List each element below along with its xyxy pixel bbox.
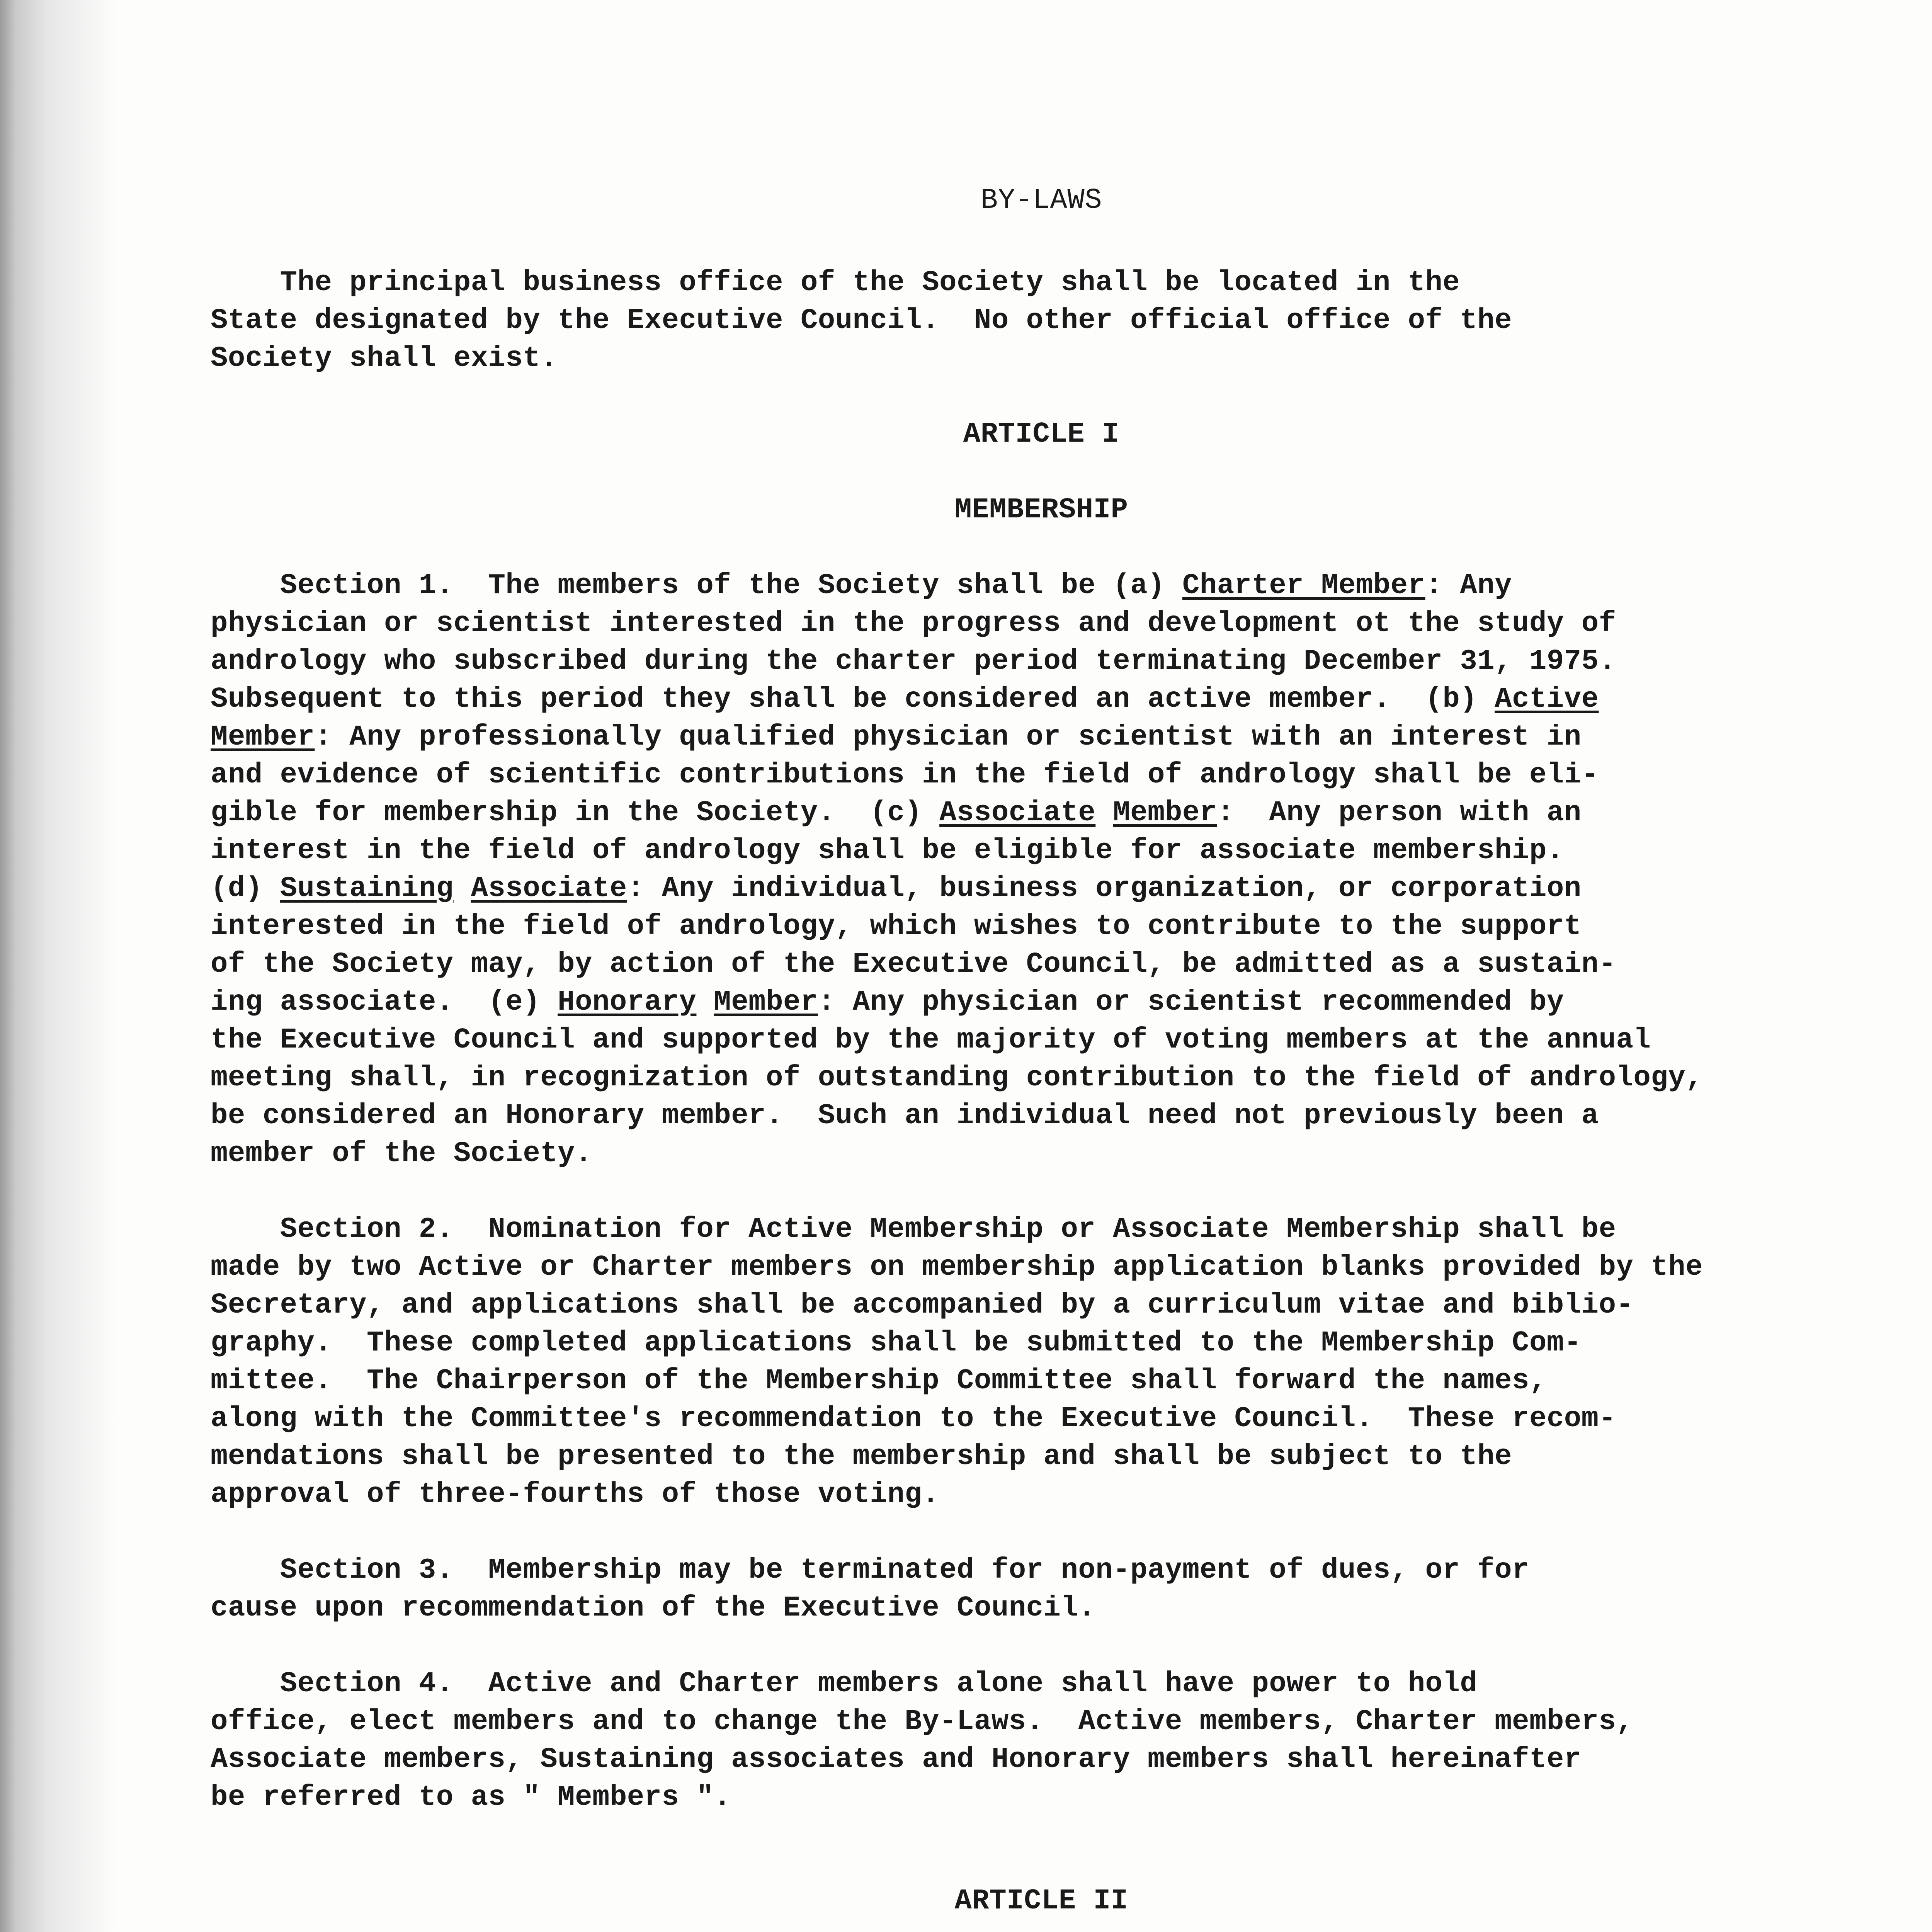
article-1-subheading: MEMBERSHIP: [954, 494, 1128, 526]
article-1-section-1: [211, 567, 1872, 1173]
bylaws-document: [211, 182, 1872, 1932]
text-line: [211, 680, 1872, 718]
text-line: along with the Committee's recommendation to the Executive Council. These recom-: [211, 1403, 1616, 1435]
text-line: be referred to as " Members ".: [211, 1781, 731, 1814]
text-line: graphy. These completed applications shall be submitted to the Membership Com-: [211, 1327, 1582, 1359]
text-line: Secretary, and applications shall be accompanied by a curriculum vitae and biblio-: [211, 1289, 1634, 1321]
article-1-heading: ARTICLE I: [963, 418, 1120, 451]
text-line: [211, 983, 1872, 1021]
text-line: interested in the field of andrology, which wishes to contribute to the support: [211, 910, 1582, 943]
article-1-section-4: [211, 1665, 1872, 1816]
text-line: member of the Society.: [211, 1138, 592, 1170]
article-2-heading: ARTICLE II: [954, 1885, 1128, 1917]
text-span: : Any: [1425, 570, 1512, 602]
article-1-section-2: [211, 1211, 1872, 1514]
text-line: of the Society may, by action of the Executive Council, be admitted as a sustain-: [211, 948, 1616, 981]
term-member: Member: [211, 721, 315, 753]
term-associate: Associate: [939, 797, 1096, 829]
article-1-section-3: [211, 1551, 1872, 1627]
text-span: : Any individual, business organization, or corporation: [627, 872, 1582, 905]
text-line: approval of three-fourths of those voting.: [211, 1478, 940, 1511]
term-associate: Associate: [471, 872, 627, 905]
text-line: interest in the field of andrology shall be eligible for associate membership.: [211, 835, 1564, 867]
text-span: (d): [211, 872, 280, 905]
text-line: andrology who subscribed during the charter period terminating December 31, 1975.: [211, 645, 1616, 678]
text-line: mendations shall be presented to the membership and shall be subject to the: [211, 1440, 1512, 1473]
text-line: Associate members, Sustaining associates and Honorary members shall hereinafter: [211, 1743, 1582, 1776]
text-line: Section 3. Membership may be terminated for non-payment of dues, or for: [211, 1554, 1529, 1587]
text-line: office, elect members and to change the By-Laws. Active members, Charter members,: [211, 1706, 1634, 1738]
text-span: : Any professionally qualified physician or scientist with an interest in: [315, 721, 1582, 753]
text-line: made by two Active or Charter members on membership application blanks provided by the: [211, 1251, 1703, 1284]
document-title: BY-LAWS: [980, 184, 1102, 217]
intro-paragraph: [211, 264, 1872, 378]
text-line: State designated by the Executive Council. No other official office of the: [211, 304, 1512, 337]
term-member: Member: [1113, 797, 1217, 829]
text-span: [454, 872, 471, 905]
text-span: [1095, 797, 1113, 829]
text-span: ing associate. (e): [211, 986, 558, 1019]
term-active: Active: [1495, 683, 1599, 716]
text-span: Section 1. The members of the Society shall be (a): [211, 570, 1182, 602]
text-line: physician or scientist interested in the progress and development ot the study of: [211, 607, 1616, 640]
text-line: be considered an Honorary member. Such an individual need not previously been a: [211, 1100, 1599, 1132]
text-span: [696, 986, 714, 1019]
text-line: cause upon recommendation of the Executive Council.: [211, 1592, 1096, 1624]
text-line: [211, 870, 1872, 908]
term-sustaining: Sustaining: [280, 872, 454, 905]
term-member: Member: [714, 986, 818, 1019]
text-line: mittee. The Chairperson of the Membership Committee shall forward the names,: [211, 1365, 1547, 1397]
text-span: gible for membership in the Society. (c): [211, 797, 940, 829]
term-charter-member: Charter Member: [1182, 570, 1425, 602]
text-line: Section 2. Nomination for Active Membership or Associate Membership shall be: [211, 1213, 1616, 1246]
text-line: and evidence of scientific contributions in the field of andrology shall be eli-: [211, 759, 1599, 791]
text-line: The principal business office of the Society shall be located in the: [211, 267, 1460, 299]
text-line: [211, 718, 1872, 756]
text-span: : Any physician or scientist recommended by: [818, 986, 1564, 1019]
text-line: meeting shall, in recognization of outstanding contribution to the field of andrology,: [211, 1062, 1703, 1094]
text-line: the Executive Council and supported by the majority of voting members at the annual: [211, 1024, 1651, 1056]
binding-shadow: [0, 0, 116, 1932]
text-span: Subsequent to this period they shall be considered an active member. (b): [211, 683, 1495, 716]
text-line: [211, 567, 1872, 605]
text-line: Section 4. Active and Charter members alone shall have power to hold: [211, 1668, 1478, 1700]
text-line: Society shall exist.: [211, 342, 558, 375]
term-honorary: Honorary: [558, 986, 697, 1019]
text-line: [211, 794, 1872, 832]
text-span: : Any person with an: [1217, 797, 1582, 829]
